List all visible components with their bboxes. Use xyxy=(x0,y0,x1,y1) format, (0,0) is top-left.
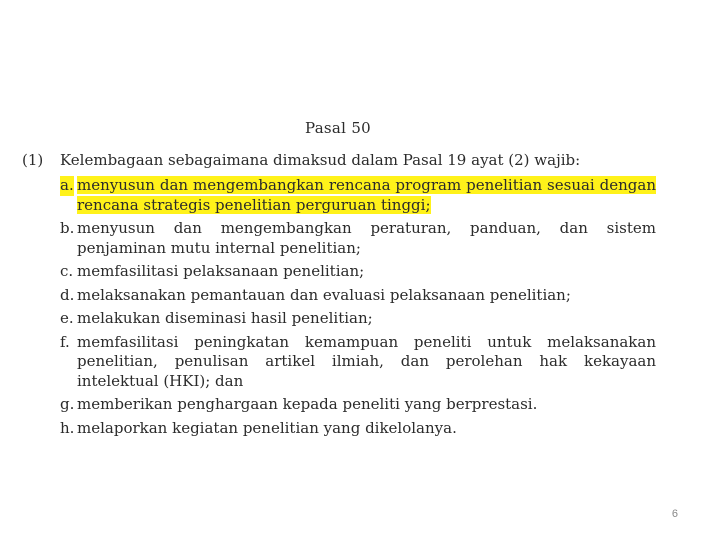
item-letter: d. xyxy=(60,285,75,304)
item-letter: f. xyxy=(60,332,70,351)
article-heading: Pasal 50 xyxy=(304,119,372,137)
page-number: 6 xyxy=(671,508,678,520)
obligation-list xyxy=(60,176,656,442)
list-item-e xyxy=(60,309,656,329)
list-item-b xyxy=(60,219,656,258)
list-item-d xyxy=(60,286,656,306)
item-text: melakukan diseminasi hasil penelitian; xyxy=(77,309,373,327)
item-text: memfasilitasi peningkatan kemampuan peneliti untuk melaksanakan penelitian, penulisan artikel ilmiah, dan perolehan hak kekayaan intelektual (HKI); dan xyxy=(77,332,656,390)
item-text: menyusun dan mengembangkan peraturan, panduan, dan sistem penjaminan mutu internal penelitian; xyxy=(77,219,656,257)
clause-number: (1) xyxy=(22,151,44,169)
list-item-h xyxy=(60,419,656,439)
item-letter: a. xyxy=(60,176,74,194)
item-text: melaksanakan pemantauan dan evaluasi pelaksanaan penelitian; xyxy=(77,285,571,304)
list-item-g xyxy=(60,395,656,415)
list-item-a xyxy=(60,176,656,215)
item-text: melaporkan kegiatan penelitian yang dikelolanya. xyxy=(77,418,457,437)
item-text-highlighted: menyusun dan mengembangkan rencana program penelitian sesuai dengan rencana strategis penelitian perguruan tinggi; xyxy=(77,176,656,214)
clause-intro: Kelembagaan sebagaimana dimaksud dalam Pasal 19 ayat (2) wajib: xyxy=(60,151,581,169)
item-letter: b. xyxy=(60,219,75,237)
item-text: memfasilitasi pelaksanaan penelitian; xyxy=(77,262,365,280)
item-letter: h. xyxy=(60,418,75,437)
list-item-c xyxy=(60,262,656,282)
list-item-f xyxy=(60,333,656,392)
item-letter: e. xyxy=(60,309,74,327)
item-letter: g. xyxy=(60,395,75,413)
item-text: memberikan penghargaan kepada peneliti yang berprestasi. xyxy=(77,395,538,413)
item-letter: c. xyxy=(60,262,74,280)
